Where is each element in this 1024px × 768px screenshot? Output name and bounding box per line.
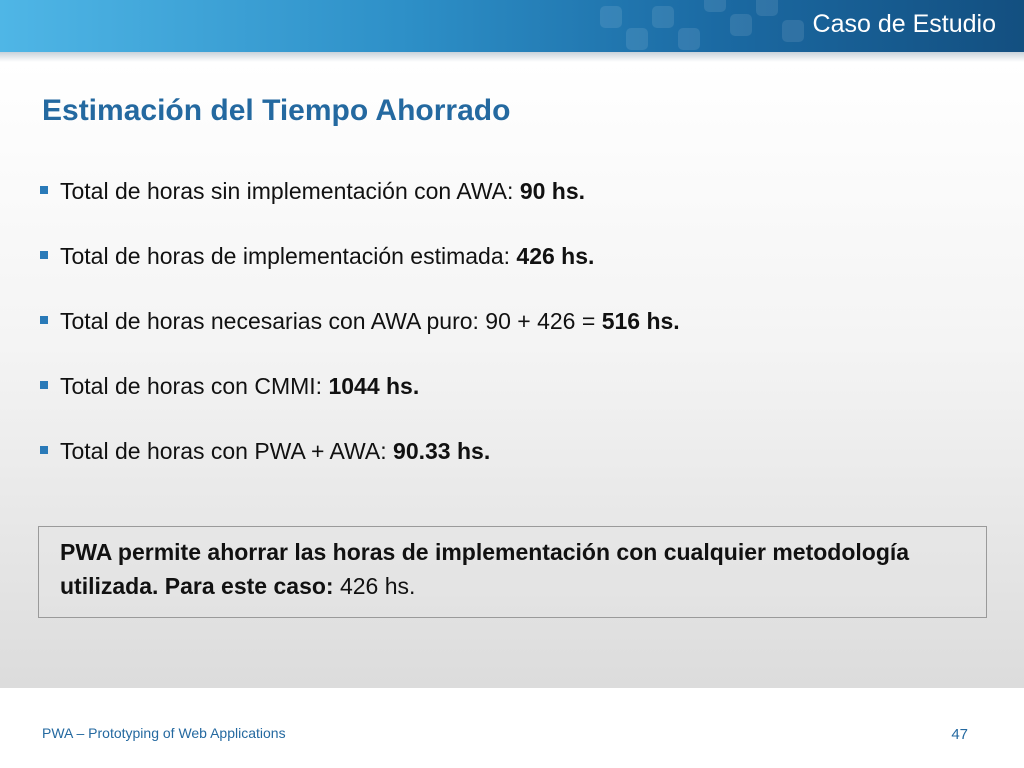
bullet-text: Total de horas necesarias con AWA puro: 90 + 426 = [60, 308, 602, 334]
page-number: 47 [951, 726, 968, 743]
decorative-tile [626, 28, 648, 50]
conclusion-bold-text: PWA permite ahorrar las horas de implementación con cualquier metodología utilizada. Para este caso: [60, 539, 910, 599]
bullet-text: Total de horas con CMMI: [60, 373, 329, 399]
bullet-text: Total de horas de implementación estimada: [60, 243, 517, 269]
conclusion-text [60, 535, 960, 603]
bullet-item [40, 305, 990, 370]
slide-title: Estimación del Tiempo Ahorrado [42, 94, 511, 127]
square-bullet-icon [40, 381, 48, 389]
bullet-item [40, 435, 990, 500]
footer-title: PWA – Prototyping of Web Applications [42, 725, 286, 741]
bullet-item [40, 175, 990, 240]
section-label: Caso de Estudio [812, 10, 996, 38]
conclusion-value: 426 hs. [333, 573, 416, 599]
bullet-text: Total de horas con PWA + AWA: [60, 438, 394, 464]
footer [0, 688, 1024, 768]
decorative-tile [652, 6, 674, 28]
square-bullet-icon [40, 251, 48, 259]
header-shadow [0, 52, 1024, 62]
bullet-value: 516 hs. [601, 308, 680, 334]
decorative-tile [704, 0, 726, 12]
bullet-item [40, 240, 990, 305]
decorative-tile [730, 14, 752, 36]
decorative-tile [600, 6, 622, 28]
header-bar [0, 0, 1024, 52]
decorative-tile [782, 20, 804, 42]
bullet-value: 90.33 hs. [393, 438, 491, 464]
conclusion-box [38, 526, 987, 618]
bullet-item [40, 370, 990, 435]
bullet-value: 1044 hs. [328, 373, 420, 399]
decorative-tile [678, 28, 700, 50]
bullet-value: 426 hs. [516, 243, 595, 269]
bullet-value: 90 hs. [519, 178, 586, 204]
square-bullet-icon [40, 186, 48, 194]
square-bullet-icon [40, 316, 48, 324]
bullet-list [40, 175, 990, 500]
bullet-text: Total de horas sin implementación con AWA: [60, 178, 520, 204]
decorative-tile [756, 0, 778, 16]
square-bullet-icon [40, 446, 48, 454]
